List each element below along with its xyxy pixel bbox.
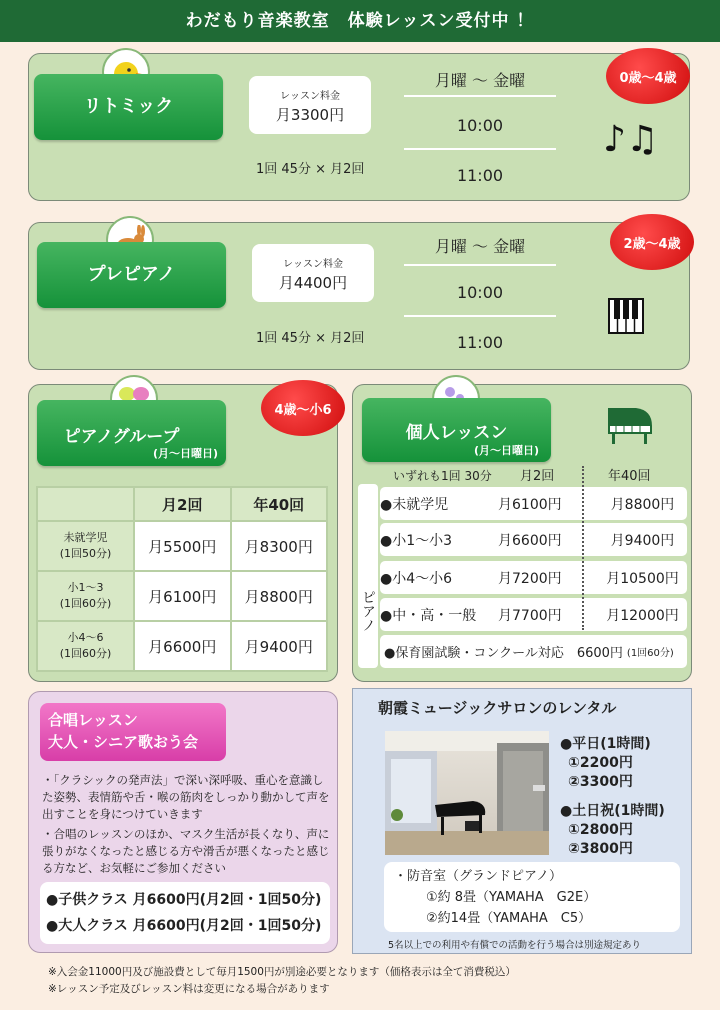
kojin-row: ●未就学児 月6100円 月8800円 bbox=[380, 487, 687, 520]
kojin-row: ●中・高・一般 月7700円 月12000円 bbox=[380, 598, 687, 631]
rental-weekday: ●平日(1時間) ①2200円 ②3300円 bbox=[560, 736, 651, 790]
chorus-classes: ●子供クラス 月6600円(月2回・1回50分) ●大人クラス 月6600円(月2回・1回50分) bbox=[40, 882, 330, 944]
ritomikku-fee-box bbox=[249, 76, 371, 134]
chorus-title-box: 合唱レッスン 大人・シニア歌おう会 bbox=[40, 703, 226, 761]
rental-title: 朝霞ミュージックサロンのレンタル bbox=[378, 699, 617, 717]
price-cell: 月8800円 bbox=[231, 571, 328, 621]
row-label: 小4〜6 (1回60分) bbox=[37, 621, 134, 671]
kojin-side-label: ピアノ bbox=[358, 484, 378, 668]
divider bbox=[404, 264, 556, 266]
footer-note-2: ※レッスン予定及びレッスン料は変更になる場合があります bbox=[48, 983, 330, 995]
fee-value: 月4400円 bbox=[278, 274, 348, 292]
age-badge: 4歳〜小6 bbox=[261, 380, 345, 436]
fee-label: レッスン料金 bbox=[280, 91, 340, 102]
price-cell: 月6100円 bbox=[134, 571, 231, 621]
chorus-text-1: ・「クラシックの発声法」で深い深呼吸、重心を意識した姿勢、表情筋や舌・喉の筋肉をしっかり動かして声を出すことを身につけていきます bbox=[42, 773, 330, 821]
age-badge: 0歳〜4歳 bbox=[606, 48, 690, 104]
divider bbox=[404, 148, 556, 150]
prepiano-days: 月曜 〜 金曜 bbox=[434, 237, 526, 256]
price-cell: 月9400円 bbox=[231, 621, 328, 671]
kojin-sub: (月〜日曜日) bbox=[473, 444, 539, 457]
divider bbox=[404, 315, 556, 317]
prepiano-time-1: 10:00 bbox=[456, 283, 504, 302]
fee-label: レッスン料金 bbox=[283, 259, 343, 270]
ritomikku-title: リトミック bbox=[34, 74, 223, 140]
rental-note: 5名以上での利用や有償での活動を行う場合は別途規定あり bbox=[388, 940, 642, 951]
kojin-row: ●小1〜小3 月6600円 月9400円 bbox=[380, 523, 687, 556]
ritomikku-time-1: 10:00 bbox=[456, 116, 504, 135]
prepiano-schedule: 1回 45分 × 月2回 bbox=[256, 331, 365, 346]
ritomikku-time-2: 11:00 bbox=[456, 166, 504, 185]
prepiano-fee-box bbox=[252, 244, 374, 302]
kojin-note: いずれも1回 30分 bbox=[393, 469, 492, 483]
divider bbox=[582, 466, 584, 630]
price-cell: 月8300円 bbox=[231, 521, 328, 571]
kojin-last-row: ●保育園試験・コンクール対応 6600円 (1回60分) bbox=[380, 635, 687, 668]
grand-piano-icon bbox=[606, 404, 654, 450]
chorus-text-2: ・合唱のレッスンのほか、マスク生活が長くなり、声に張りがなくなったと感じる方や滑舌が悪くなったと感じる方など、お気軽にご参加ください bbox=[42, 827, 330, 875]
piano-group-title: ピアノグループ bbox=[63, 427, 180, 447]
col-header: 年40回 bbox=[231, 487, 328, 521]
rental-room-box: ・防音室（グランドピアノ） ①約 8畳（YAMAHA G2E） ②約14畳（YAMAHA C5） bbox=[384, 862, 680, 932]
salon-photo bbox=[385, 731, 549, 855]
row-label: 未就学児 (1回50分) bbox=[37, 521, 134, 571]
footer-note-1: ※入会金11000円及び施設費として毎月1500円が別途必要となります（価格表示は全て消費税込） bbox=[48, 966, 516, 978]
col-header: 月2回 bbox=[134, 487, 231, 521]
kojin-col1: 月2回 bbox=[520, 469, 555, 484]
ritomikku-schedule: 1回 45分 × 月2回 bbox=[256, 162, 365, 177]
row-label: 小1〜3 (1回60分) bbox=[37, 571, 134, 621]
page-header: わだもり音楽教室 体験レッスン受付中 ！ bbox=[0, 0, 720, 42]
kojin-title-box bbox=[362, 398, 551, 462]
kojin-row: ●小4〜小6 月7200円 月10500円 bbox=[380, 561, 687, 594]
piano-keys-icon bbox=[608, 298, 644, 338]
price-cell: 月6600円 bbox=[134, 621, 231, 671]
rental-holiday: ●土日祝(1時間) ①2800円 ②3800円 bbox=[560, 803, 665, 857]
kojin-col2: 年40回 bbox=[608, 469, 651, 484]
kojin-title: 個人レッスン bbox=[405, 423, 508, 443]
age-badge: 2歳〜4歳 bbox=[610, 214, 694, 270]
piano-group-title-box bbox=[37, 400, 226, 466]
piano-group-table bbox=[36, 486, 328, 672]
fee-value: 月3300円 bbox=[275, 106, 345, 124]
prepiano-time-2: 11:00 bbox=[456, 333, 504, 352]
ritomikku-days: 月曜 〜 金曜 bbox=[434, 71, 526, 90]
price-cell: 月5500円 bbox=[134, 521, 231, 571]
piano-group-sub: (月〜日曜日) bbox=[152, 447, 218, 460]
prepiano-title: プレピアノ bbox=[37, 242, 226, 308]
music-note-icon: ♪♫ bbox=[603, 119, 659, 160]
divider bbox=[404, 95, 556, 97]
